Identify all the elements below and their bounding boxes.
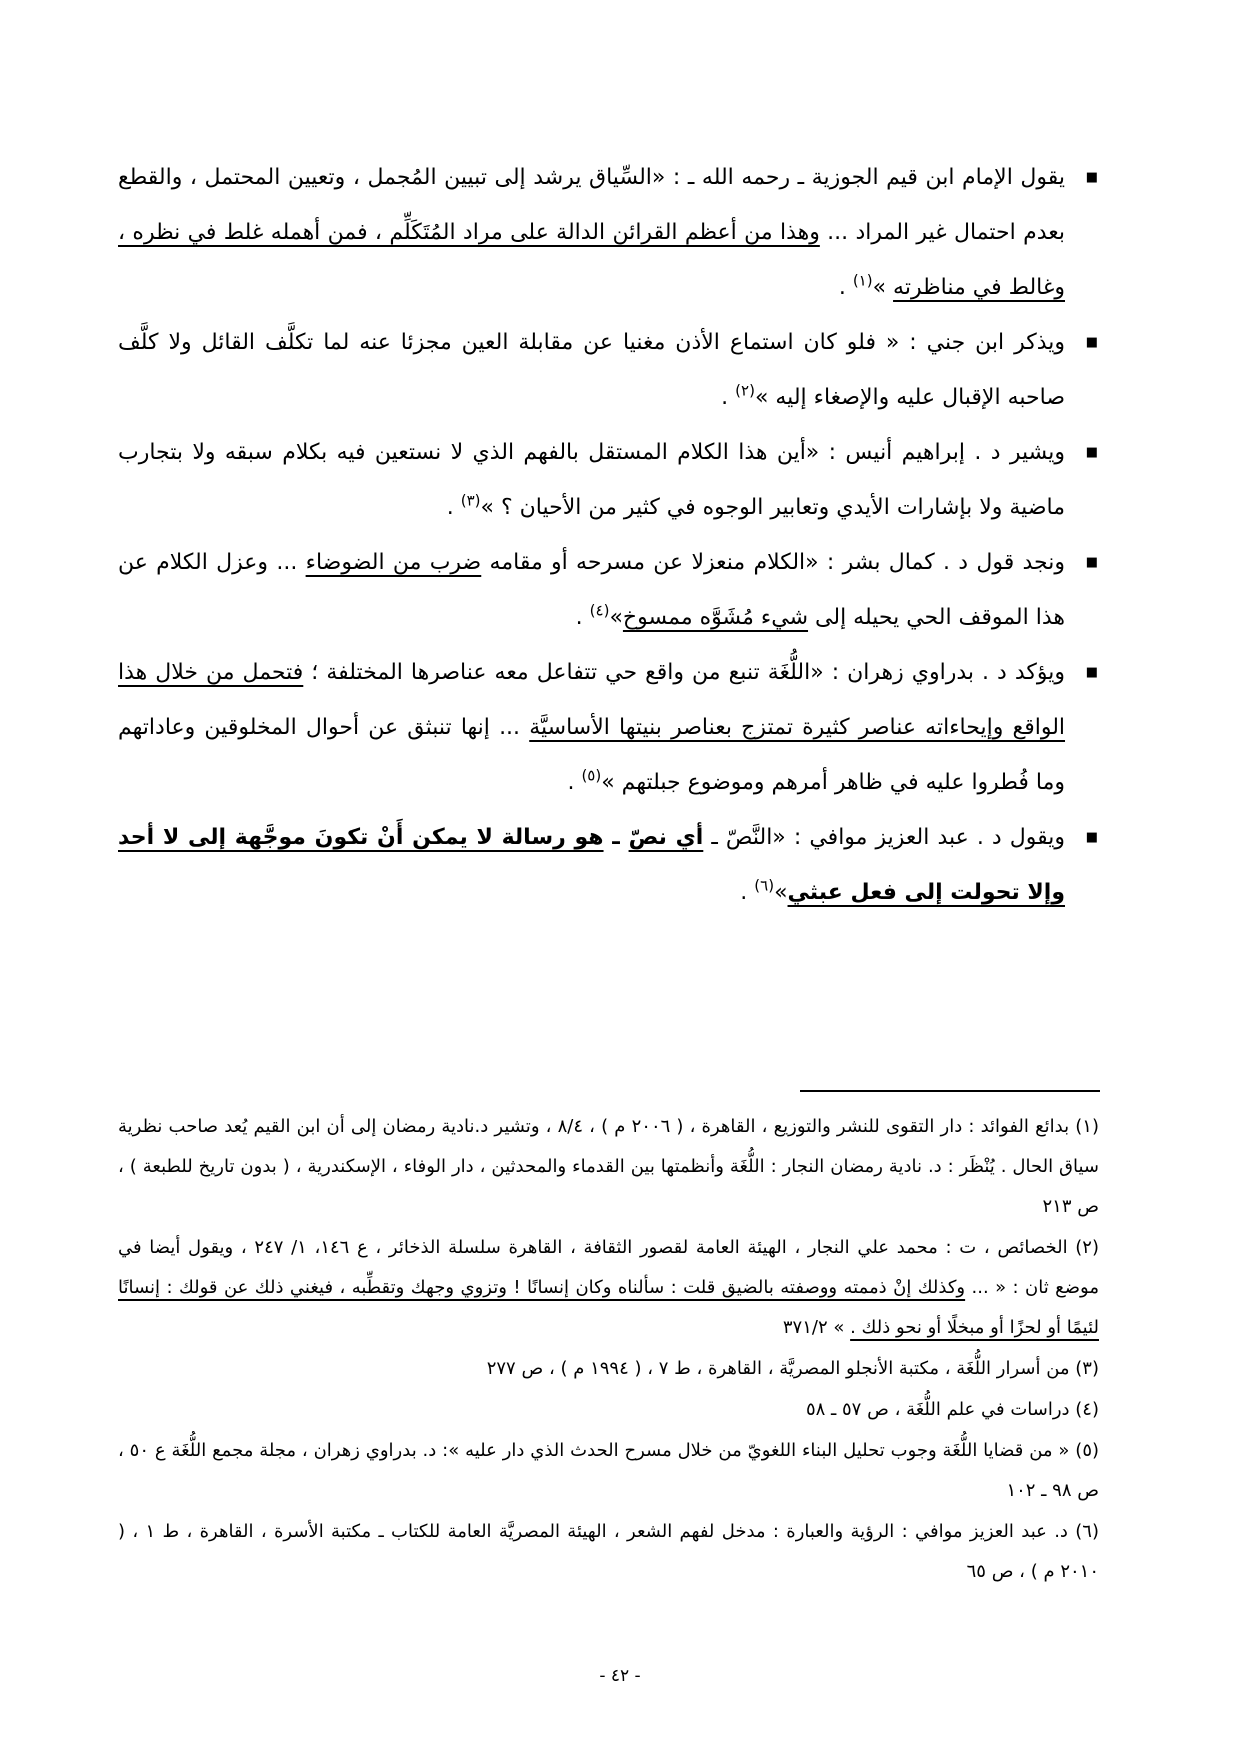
underlined-text: فتحمل من خلال هذا الواقع وإيحاءاته عناصر كثيرة تمتزج بعناصر بنيتها الأساسيَّة xyxy=(118,660,1066,740)
quote-close: » xyxy=(774,880,788,905)
footnote-ref: (٥) xyxy=(581,766,602,785)
quote-text xyxy=(118,315,1065,425)
footnote-text: » ٣٧١/٢ xyxy=(782,1317,851,1338)
quote-close: » xyxy=(872,275,894,300)
page-number: - ٤٢ - xyxy=(599,1666,641,1686)
square-bullet-icon: ■ xyxy=(1085,830,1098,845)
quote-text xyxy=(118,150,1065,315)
quote-item xyxy=(118,315,1100,425)
footnote-ref: (٢) xyxy=(735,381,755,400)
footnote-6 xyxy=(118,1512,1099,1592)
square-bullet-icon: ■ xyxy=(1085,665,1098,680)
quote-item xyxy=(118,810,1100,920)
sentence-end: . xyxy=(575,605,590,630)
quote-item xyxy=(118,645,1100,810)
quote-close: ... إنها تنبثق عن أحوال المخلوقين وعاداتهم وما فُطروا عليه في ظاهر أمرهم وموضوع جبلتهم » xyxy=(118,715,1065,795)
footnote-text: (٥) « من قضايا اللُّغَة وجوب تحليل البناء اللغويّ من خلال مسرح الحدث الذي دار عليه »: د. بدراوي زهران ، مجلة مجمع اللُّغَة ع ٥٠ ، ص ٩٨ ـ ١٠٢ xyxy=(118,1440,1100,1501)
quote-body: ويشير د . إبراهيم أنيس : «أين هذا الكلام المستقل بالفهم الذي لا نستعين فيه بكلام سبقه ولا بتجارب ماضية ولا بإشارات الأيدي وتعابير الوجوه في كثير من الأحيان ؟ » xyxy=(118,440,1065,520)
sentence-end: . xyxy=(567,770,582,795)
footnote-text: (٤) دراسات في علم اللُّغَة ، ص ٥٧ ـ ٥٨ xyxy=(805,1399,1099,1420)
quote-item xyxy=(118,535,1100,645)
underlined-text: شيء مُشَوَّه ممسوخ xyxy=(622,605,809,630)
quote-intro: ونجد قول د . كمال بشر : «الكلام منعزلا عن مسرحه أو مقامه xyxy=(481,550,1065,575)
bold-underlined-text: هو رسالة لا يمكن أَنْ تكونَ موجَّهة إلى لا أحد وإلا تحولت إلى فعل عبثي xyxy=(118,825,1065,905)
footnote-text: (٢) الخصائص ، ت : محمد علي النجار ، الهيئة العامة لقصور الثقافة ، القاهرة سلسلة الذخائر ، ع ١٤٦، ١/ ٢٤٧ ، ويقول أيضا في موضع ثان : « ... xyxy=(118,1237,1099,1298)
quote-text xyxy=(118,810,1065,920)
footnote-text: (٣) من أسرار اللُّغَة ، مكتبة الأنجلو المصريَّة ، القاهرة ، ط ٧ ، ( ١٩٩٤ م ) ، ص ٢٧٧ xyxy=(486,1358,1099,1379)
sentence-end: . xyxy=(740,880,755,905)
sentence-end: . xyxy=(446,495,461,520)
quote-close: » xyxy=(609,605,623,630)
sentence-end: . xyxy=(721,385,736,410)
footnote-1 xyxy=(118,1107,1099,1227)
square-bullet-icon: ■ xyxy=(1085,555,1098,570)
bold-dash: ـ xyxy=(603,825,629,850)
quote-item xyxy=(118,425,1100,535)
quote-text xyxy=(118,425,1065,535)
square-bullet-icon: ■ xyxy=(1085,170,1098,185)
underlined-text: ضرب من الضوضاء xyxy=(305,550,482,575)
quote-text xyxy=(118,645,1065,810)
footnote-ref: (٦) xyxy=(754,876,775,895)
quote-intro: يقول الإمام ابن قيم الجوزية ـ رحمه الله ـ : «السِّياق يرشد إلى تبيين المُجمل ، وتعيين المحتمل ، والقطع بعدم احتمال غير المراد ... xyxy=(118,165,1065,245)
footnote-ref: (٤) xyxy=(589,601,610,620)
footnote-ref: (٣) xyxy=(460,491,481,510)
footnote-text: (١) بدائع الفوائد : دار التقوى للنشر والتوزيع ، القاهرة ، ( ٢٠٠٦ م ) ، ٨/٤ ، وتشير د.نادية رمضان إلى أن ابن القيم يُعد صاحب نظرية سياق الحال . يُنْظَر : د. نادية رمضان النجار : اللُّغَة وأنظمتها بين القدماء والمحدثين ، دار الوفاء ، الإسكندرية ، ( بدون تاريخ للطبعة ) ، ص ٢١٣ xyxy=(118,1116,1099,1217)
footnote-5 xyxy=(118,1431,1099,1511)
footnote-2 xyxy=(118,1228,1099,1348)
footnote-separator xyxy=(800,1090,1100,1092)
square-bullet-icon: ■ xyxy=(1085,445,1098,460)
sentence-end: . xyxy=(838,275,853,300)
bold-underlined-text: أي نصّ xyxy=(628,825,704,850)
quote-middle: ... وعزل الكلام عن هذا الموقف الحي يحيله إلى xyxy=(118,550,1065,630)
underlined-text: وهذا من أعظم القرائن الدالة على مراد المُتَكَلِّم ، فمن أهمله غلط في نظره ، وغالط في مناظرته xyxy=(118,220,1065,300)
quote-item xyxy=(118,150,1100,315)
quotes-list xyxy=(118,150,1100,920)
footnote-ref: (١) xyxy=(852,271,873,290)
underlined-text: وكذلك إنْ ذممته ووصفته بالضيق قلت : سألناه وكان إنسانًا ! وتزوي وجهك وتقطِّبه ، فيغني ذلك عن قولك : إنسانًا لئيمًا أو لحزًا أو مبخلًا أو نحو ذلك . xyxy=(118,1277,1099,1338)
quote-text xyxy=(118,535,1065,645)
footnote-text: (٦) د. عبد العزيز موافي : الرؤية والعبارة : مدخل لفهم الشعر ، الهيئة المصريَّة العامة للكتاب ـ مكتبة الأسرة ، القاهرة ، ط ١ ، ( ٢٠١٠ م ) ، ص ٦٥ xyxy=(118,1521,1099,1582)
footnote-3 xyxy=(118,1349,1099,1389)
footnotes xyxy=(118,1107,1099,1593)
square-bullet-icon: ■ xyxy=(1085,335,1098,350)
quote-body: ويذكر ابن جني : « فلو كان استماع الأذن مغنيا عن مقابلة العين مجزئا عنه لما تكلَّف القائل ولا كلَّف صاحبه الإقبال عليه والإصغاء إليه » xyxy=(118,330,1065,410)
quote-intro: ويؤكد د . بدراوي زهران : «اللُّغَة تنبع من واقع حي تتفاعل معه عناصرها المختلفة ؛ xyxy=(303,660,1065,685)
footnote-4 xyxy=(118,1390,1099,1430)
quote-intro: ويقول د . عبد العزيز موافي : «النَّصّ ـ xyxy=(703,825,1066,850)
